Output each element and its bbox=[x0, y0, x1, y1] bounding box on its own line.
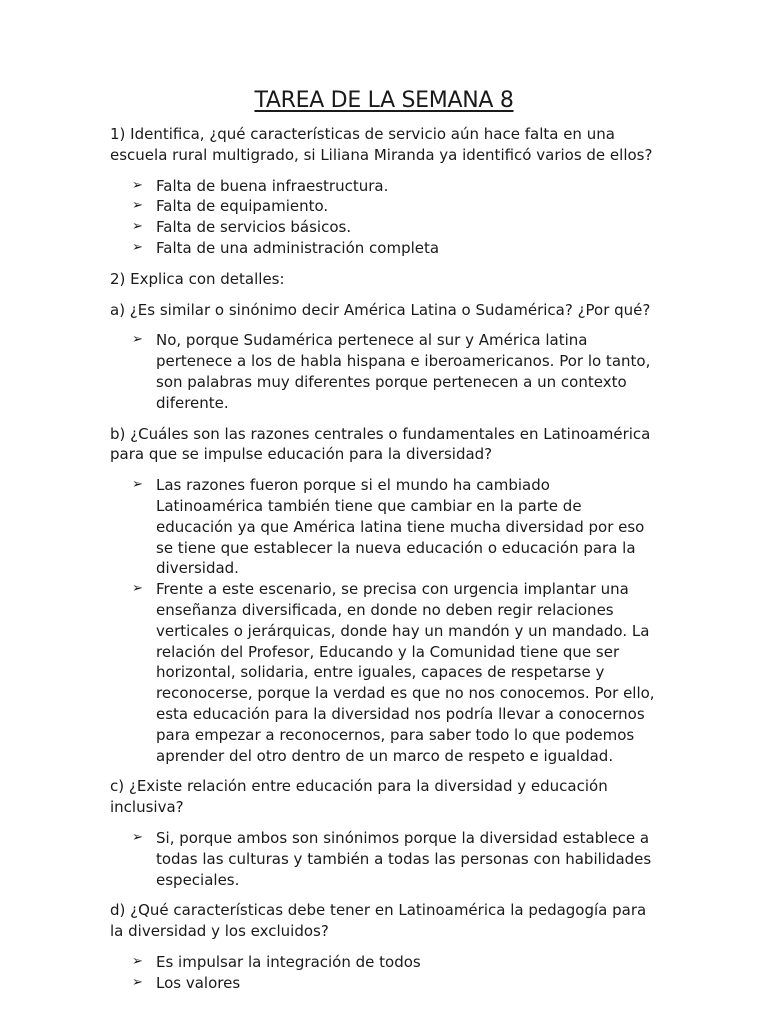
question-b: b) ¿Cuáles son las razones centrales o fundamentales en Latinoamérica para que se impulse educación para la diversidad? bbox=[110, 424, 651, 464]
answer-list-c bbox=[110, 828, 658, 890]
list-item bbox=[110, 579, 658, 766]
question-2: 2) Explica con detalles: bbox=[110, 269, 285, 288]
document-page bbox=[110, 86, 658, 1003]
arrowhead-bullet-icon: ➢ bbox=[132, 829, 143, 845]
list-item bbox=[110, 952, 658, 973]
list-item bbox=[110, 973, 658, 994]
list-item-text: Si, porque ambos son sinónimos porque la diversidad establece a todas las culturas y también a todas las personas con habilidades especiales. bbox=[156, 828, 652, 889]
arrowhead-bullet-icon: ➢ bbox=[132, 332, 143, 348]
list-item bbox=[110, 828, 658, 890]
list-item bbox=[110, 330, 658, 413]
arrowhead-bullet-icon: ➢ bbox=[132, 581, 143, 597]
list-item-text: Falta de una administración completa bbox=[156, 238, 440, 257]
list-item-text: Falta de buena infraestructura. bbox=[156, 176, 389, 195]
arrowhead-bullet-icon: ➢ bbox=[132, 177, 143, 193]
page-title: TAREA DE LA SEMANA 8 bbox=[254, 88, 514, 113]
answer-list-d bbox=[110, 952, 658, 994]
question-c: c) ¿Existe relación entre educación para la diversidad y educación inclusiva? bbox=[110, 777, 608, 817]
answer-list-b bbox=[110, 475, 658, 766]
answer-list-1 bbox=[110, 176, 658, 259]
list-item bbox=[110, 238, 658, 259]
arrowhead-bullet-icon: ➢ bbox=[132, 953, 143, 969]
list-item bbox=[110, 475, 658, 579]
arrowhead-bullet-icon: ➢ bbox=[132, 974, 143, 990]
list-item bbox=[110, 196, 658, 217]
list-item-text: Es impulsar la integración de todos bbox=[156, 952, 421, 971]
list-item bbox=[110, 217, 658, 238]
list-item bbox=[110, 176, 658, 197]
arrowhead-bullet-icon: ➢ bbox=[132, 477, 143, 493]
question-a: a) ¿Es similar o sinónimo decir América Latina o Sudamérica? ¿Por qué? bbox=[110, 300, 651, 319]
list-item-text: Frente a este escenario, se precisa con urgencia implantar una enseñanza diversificada, en donde no deben regir relaciones verticales o jerárquicas, donde hay un mandón y un mandado. La relación del Profesor, Educando y la Comunidad tiene que ser horizontal, solidaria, entre iguales, capaces de respetarse y reconocerse, porque la verdad es que no nos conocemos. Por ello, esta educación para la diversidad nos podría llevar a conocernos para empezar a reconocernos, para saber todo lo que podemos aprender del otro dentro de un marco de respeto e igualdad. bbox=[156, 580, 655, 765]
list-item-text: Los valores bbox=[156, 973, 241, 992]
arrowhead-bullet-icon: ➢ bbox=[132, 239, 143, 255]
question-d: d) ¿Qué características debe tener en Latinoamérica la pedagogía para la diversidad y los excluidos? bbox=[110, 901, 647, 941]
list-item-text: Las razones fueron porque si el mundo ha cambiado Latinoamérica también tiene que cambiar en la parte de educación ya que América latina tiene mucha diversidad por eso se tiene que establecer la nueva educación o educación para la diversidad. bbox=[156, 476, 645, 578]
list-item-text: Falta de equipamiento. bbox=[156, 197, 329, 216]
arrowhead-bullet-icon: ➢ bbox=[132, 198, 143, 214]
arrowhead-bullet-icon: ➢ bbox=[132, 219, 143, 235]
question-1: 1) Identifica, ¿qué características de servicio aún hace falta en una escuela rural multigrado, si Liliana Miranda ya identificó varios de ellos? bbox=[110, 125, 653, 164]
list-item-text: No, porque Sudamérica pertenece al sur y América latina pertenece a los de habla hispana e iberoamericanos. Por lo tanto, son palabras muy diferentes porque pertenecen a un contexto diferente. bbox=[156, 331, 651, 412]
list-item-text: Falta de servicios básicos. bbox=[156, 218, 352, 237]
answer-list-a bbox=[110, 330, 658, 413]
